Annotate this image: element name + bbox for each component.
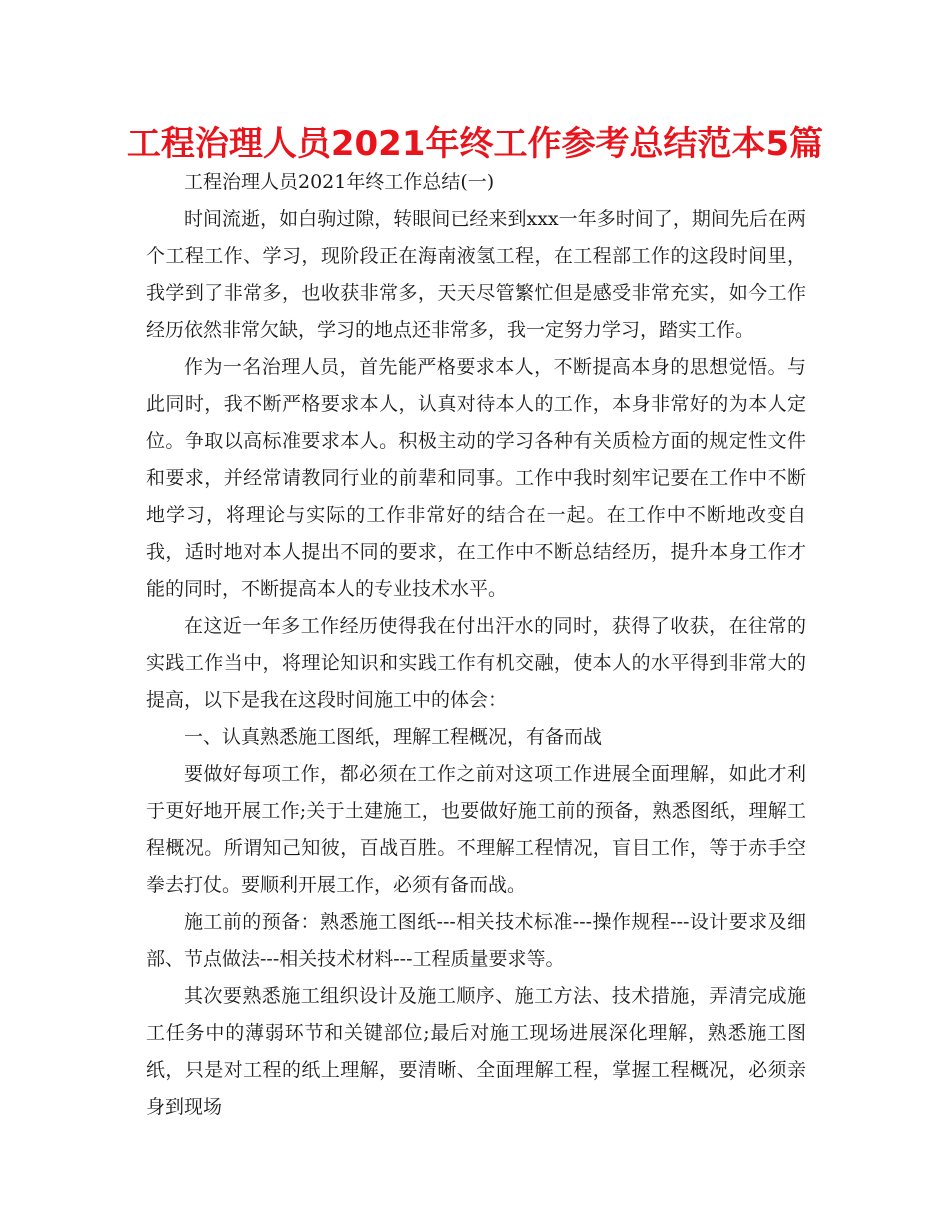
document-body <box>146 164 806 1126</box>
document-title: 工程治理人员2021年终工作参考总结范本5篇 <box>126 124 824 164</box>
section-heading: 工程治理人员2021年终工作总结(一) <box>184 171 495 193</box>
paragraph: 施工前的预备：熟悉施工图纸---相关技术标准---操作规程---设计要求及细部、节点做法---相关技术材料---工程质量要求等。 <box>146 911 806 970</box>
paragraph: 要做好每项工作，都必须在工作之前对这项工作进展全面理解，如此才利于更好地开展工作;关于土建施工，也要做好施工前的预备，熟悉图纸，理解工程概况。所谓知己知彼，百战百胜。不理解工程情况，盲目工作，等于赤手空拳去打仗。要顺利开展工作，必须有备而战。 <box>146 763 806 896</box>
paragraph: 其次要熟悉施工组织设计及施工顺序、施工方法、技术措施，弄清完成施工任务中的薄弱环节和关键部位;最后对施工现场进展深化理解，熟悉施工图纸，只是对工程的纸上理解，要清晰、全面理解工程，掌握工程概况，必须亲身到现场 <box>146 985 806 1118</box>
subsection-heading: 一、认真熟悉施工图纸，理解工程概况，有备而战 <box>184 726 603 748</box>
paragraph: 在这近一年多工作经历使得我在付出汗水的同时，获得了收获，在往常的实践工作当中，将理论知识和实践工作有机交融，使本人的水平得到非常大的提高，以下是我在这段时间施工中的体会： <box>146 615 806 711</box>
paragraph: 作为一名治理人员，首先能严格要求本人，不断提高本身的思想觉悟。与此同时，我不断严格要求本人，认真对待本人的工作，本身非常好的为本人定位。争取以高标准要求本人。积极主动的学习各种有关质检方面的规定性文件和要求，并经常请教同行业的前辈和同事。工作中我时刻牢记要在工作中不断地学习，将理论与实际的工作非常好的结合在一起。在工作中不断地改变自我，适时地对本人提出不同的要求，在工作中不断总结经历，提升本身工作才能的同时，不断提高本人的专业技术水平。 <box>146 356 806 600</box>
paragraph: 时间流逝，如白驹过隙，转眼间已经来到xxx一年多时间了，期间先后在两个工程工作、学习，现阶段正在海南液氢工程，在工程部工作的这段时间里，我学到了非常多，也收获非常多，天天尽管繁忙但是感受非常充实，如今工作经历依然非常欠缺，学习的地点还非常多，我一定努力学习，踏实工作。 <box>146 208 806 341</box>
